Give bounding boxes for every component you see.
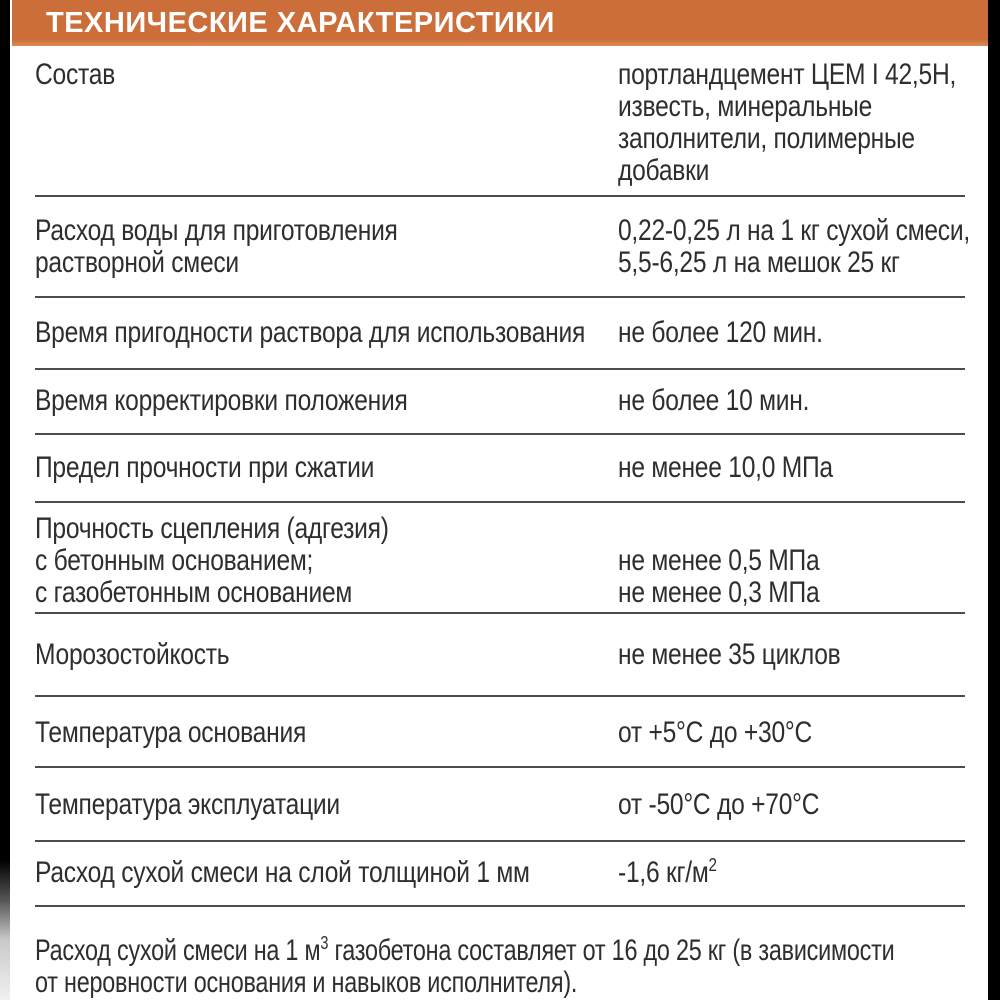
table-row	[35, 435, 965, 503]
spec-value: -1,6 $кг/м^2$	[618, 854, 717, 889]
spec-value: от -50°С до +70°С	[618, 788, 820, 821]
section-title: ТЕХНИЧЕСКИЕ ХАРАКТЕРИСТИКИ	[46, 6, 555, 39]
spec-label: Температура основания	[35, 716, 307, 749]
table-row	[35, 614, 965, 697]
spec-value: от +5°С до +30°С	[618, 716, 812, 749]
spec-label: Время корректировки положения	[35, 384, 408, 417]
spec-label: Температура эксплуатации	[35, 788, 340, 821]
spec-value: не менее 10,0 МПа	[618, 451, 833, 484]
spec-value: не более 120 мин.	[618, 316, 823, 349]
superscript: 2	[708, 854, 717, 875]
spec-label: Время пригодности раствора для использования	[35, 316, 586, 349]
spec-value: портландцемент ЦЕМ I 42,5Н, известь, минеральные заполнители, полимерные добавки	[618, 58, 957, 187]
table-row	[35, 842, 965, 907]
spec-value: 0,22-0,25 л на 1 кг сухой смеси, 5,5-6,25 л на мешок 25 кг	[618, 214, 970, 279]
spec-label: Расход сухой смеси на слой толщиной 1 мм	[35, 856, 530, 889]
spec-value: не более 10 мин.	[618, 384, 810, 417]
spec-label: Морозостойкость	[35, 638, 230, 671]
spec-label: Предел прочности при сжатии	[35, 451, 375, 484]
spec-label: Расход воды для приготовления растворной смеси	[35, 214, 398, 279]
spec-label: Прочность сцепления (адгезия) с бетонным основанием; с газобетонным основанием	[35, 512, 389, 609]
table-row	[35, 768, 965, 842]
table-row	[35, 197, 970, 298]
spec-value: не менее 0,5 МПа не менее 0,3 МПа	[618, 544, 820, 609]
spec-table	[35, 46, 970, 999]
section-header	[12, 0, 988, 46]
table-row	[35, 697, 965, 768]
table-row	[35, 503, 965, 614]
spec-value: не менее 35 циклов	[618, 638, 841, 671]
superscript: 3	[320, 932, 329, 953]
table-row	[35, 46, 965, 197]
spec-label: Состав	[35, 58, 116, 91]
table-row	[35, 298, 965, 370]
table-row	[35, 370, 965, 435]
left-edge-shadow	[0, 0, 10, 1000]
footnote: Расход сухой смеси на 1 $м^3$ газобетона составляет от 16 до 25 кг (в зависимости от неровности основания и навыков исполнителя).	[35, 932, 895, 999]
